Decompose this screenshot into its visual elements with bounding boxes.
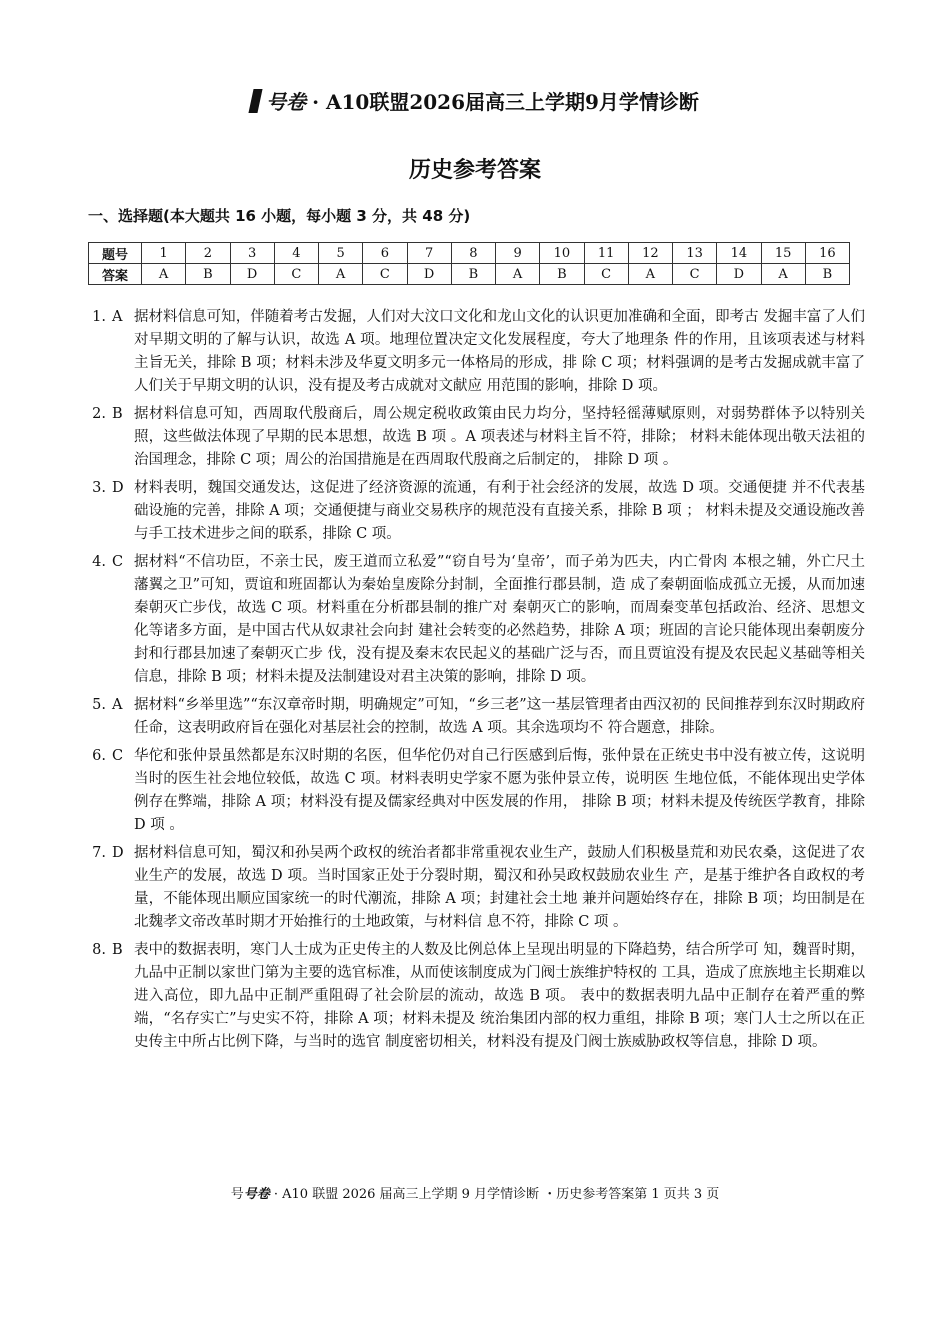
table-cell: 3 [230,243,274,264]
answer-explanations [80,306,865,1059]
section-heading: 一、选择题(本大题共 16 小题，每小题 3 分，共 48 分) [88,207,471,225]
item-explanation: 据材料信息可知，西周取代殷商后，周公规定税收政策由民力均分，坚持轻徭薄赋原则，对弱势群体予以特别关照，这些做法体现了早期的民本思想，故选 B 项 。A 项表述与材料主旨不符，排除； 材料未能体现出敬天法祖的治国理念，排除 C 项；周公的治国措施是在西周取代殷商之后制定的， 排除 D 项 。 [134,406,865,468]
row-label-answers: 答案 [89,264,142,285]
answer-item [80,551,865,689]
item-number: 5. [92,697,106,713]
table-cell: B [805,264,849,285]
answer-table [88,242,850,285]
document-title: 历史参考答案 [408,158,541,183]
table-cell: D [717,264,761,285]
row-label-numbers: 题号 [89,243,142,264]
table-cell: 9 [496,243,540,264]
table-cell: C [673,264,717,285]
item-explanation: 据材料“不信功臣，不亲士民，废王道而立私爱”“窃自号为‘皇帝’，而子弟为匹夫，内亡骨肉 本根之辅，外亡尺土藩翼之卫”可知，贾谊和班固都认为秦始皇废除分封制，全面推行郡县制，造 成了秦朝面临成孤立无援，从而加速秦朝灭亡步伐，故选 C 项。材料重在分析郡县制的推广对 秦朝灭亡的影响，而周秦变革包括政治、经济、思想文化等诸多方面，是中国古代从奴隶社会向封 建社会转变的必然趋势，排除 A 项；班固的言论只能体现出秦朝废分封和行郡县加速了秦朝灭亡步 伐，没有提及秦末农民起义的基础广泛与否，而且贾谊没有提及农民起义基础等相关信息，排除 B 项；材料未提及法制建设对君主决策的影响，排除 D 项。 [134,554,865,685]
table-cell: 10 [540,243,584,264]
item-number: 7. [92,845,106,861]
table-cell: 14 [717,243,761,264]
brand-logo-icon [249,89,263,113]
table-cell: D [230,264,274,285]
answer-item [80,939,865,1054]
table-cell: 12 [628,243,672,264]
table-cell: C [274,264,318,285]
item-number: 2. [92,406,106,422]
table-row-numbers [89,243,850,264]
answer-item [80,403,865,472]
table-cell: C [584,264,628,285]
item-answer: A [112,309,123,325]
item-answer: D [112,480,124,496]
item-explanation: 据材料“乡举里选”“东汉章帝时期，明确规定”可知，“乡三老”这一基层管理者由西汉初的 民间推荐到东汉时期政府任命，这表明政府旨在强化对基层社会的控制，故选 A 项。其余选项均不 符合题意，排除。 [134,697,865,736]
table-cell: 13 [673,243,717,264]
footer-brand: 号卷 [243,1187,270,1202]
table-cell: 6 [363,243,407,264]
table-cell: A [496,264,540,285]
footer-text: · A10 联盟 2026 届高三上学期 9 月学情诊断 ・历史参考答案第 1 页共 3 页 [269,1187,720,1202]
table-row-answers [89,264,850,285]
page-footer [0,1183,950,1202]
footer-prefix: 号 [230,1187,244,1202]
table-cell: A [319,264,363,285]
item-number: 8. [92,942,106,958]
item-answer: B [112,942,123,958]
item-explanation: 表中的数据表明，寒门人士成为正史传主的人数及比例总体上呈现出明显的下降趋势，结合所学可 知，魏晋时期，九品中正制以家世门第为主要的选官标准，从而使该制度成为门阀士族维护特权的 工具，造成了庶族地主长期难以进入高位，即九品中正制严重阻碍了社会阶层的流动，故选 B 项。 表中的数据表明九品中正制存在着严重的弊端，“名存实亡”与史实不符，排除 A 项；材料未提及 统治集团内部的权力重组，排除 B 项；寒门人士之所以在正史传主中所占比例下降，与当时的选官 制度密切相关，材料没有提及门阀士族威胁政权等信息，排除 D 项。 [134,942,865,1050]
answer-item [80,842,865,934]
item-answer: A [112,697,123,713]
item-number: 6. [92,748,106,764]
table-cell: 1 [142,243,186,264]
item-number: 3. [92,480,106,496]
table-cell: 11 [584,243,628,264]
table-cell: B [540,264,584,285]
table-cell: B [451,264,495,285]
table-cell: 5 [319,243,363,264]
table-cell: D [407,264,451,285]
answer-item [80,306,865,398]
table-cell: 16 [805,243,849,264]
page-header [0,86,950,117]
table-cell: A [142,264,186,285]
item-number: 1. [92,309,106,325]
answer-item [80,694,865,740]
table-cell: 8 [451,243,495,264]
table-cell: 4 [274,243,318,264]
table-cell: B [186,264,230,285]
brand-name: 号卷 [266,90,307,114]
answer-item [80,477,865,546]
item-explanation: 华佗和张仲景虽然都是东汉时期的名医，但华佗仍对自己行医感到后悔，张仲景在正统史书中没有被立传，这说明当时的医生社会地位较低，故选 C 项。材料表明史学家不愿为张仲景立传，说明医 生地位低，不能体现出史学体例存在弊端，排除 A 项；材料没有提及儒家经典对中医发展的作用， 排除 B 项；材料未提及传统医学教育，排除 D 项 。 [134,748,865,833]
table-cell: 7 [407,243,451,264]
item-number: 4. [92,554,106,570]
answer-item [80,745,865,837]
item-explanation: 据材料信息可知，伴随着考古发掘，人们对大汶口文化和龙山文化的认识更加准确和全面，即考古 发掘丰富了人们对早期文明的了解与认识，故选 A 项。地理位置决定文化发展程度，夸大了地理条 件的作用，且该项表述与材料主旨无关，排除 B 项；材料未涉及华夏文明多元一体格局的形成，排 除 C 项；材料强调的是考古发掘成就丰富了人们关于早期文明的认识，没有提及考古成就对文献应 用范围的影响，排除 D 项。 [134,309,865,394]
item-answer: D [112,845,124,861]
item-answer: C [112,554,124,570]
table-cell: 15 [761,243,805,264]
item-answer: B [112,406,123,422]
item-explanation: 材料表明，魏国交通发达，这促进了经济资源的流通，有利于社会经济的发展，故选 D 项。交通便捷 并不代表基础设施的完善，排除 A 项；交通便捷与商业交易秩序的规范没有直接关系，排除 B 项 ； 材料未提及交通设施改善与手工技术进步之间的联系，排除 C 项。 [134,480,865,542]
table-cell: A [628,264,672,285]
item-explanation: 据材料信息可知，蜀汉和孙吴两个政权的统治者都非常重视农业生产，鼓励人们积极垦荒和劝民农桑，这促进了农业生产的发展，故选 D 项。当时国家正处于分裂时期，蜀汉和孙吴政权鼓励农业生 产，是基于维护各自政权的考量，不能体现出顺应国家统一的时代潮流，排除 A 项；封建社会土地 兼并问题始终存在，排除 B 项；均田制是在北魏孝文帝改革时期才开始推行的土地政策，与材料信 息不符，排除 C 项 。 [134,845,865,930]
item-answer: C [112,748,124,764]
table-cell: A [761,264,805,285]
table-cell: 2 [186,243,230,264]
header-title: · A10联盟2026届高三上学期9月学情诊断 [312,90,699,114]
table-cell: C [363,264,407,285]
